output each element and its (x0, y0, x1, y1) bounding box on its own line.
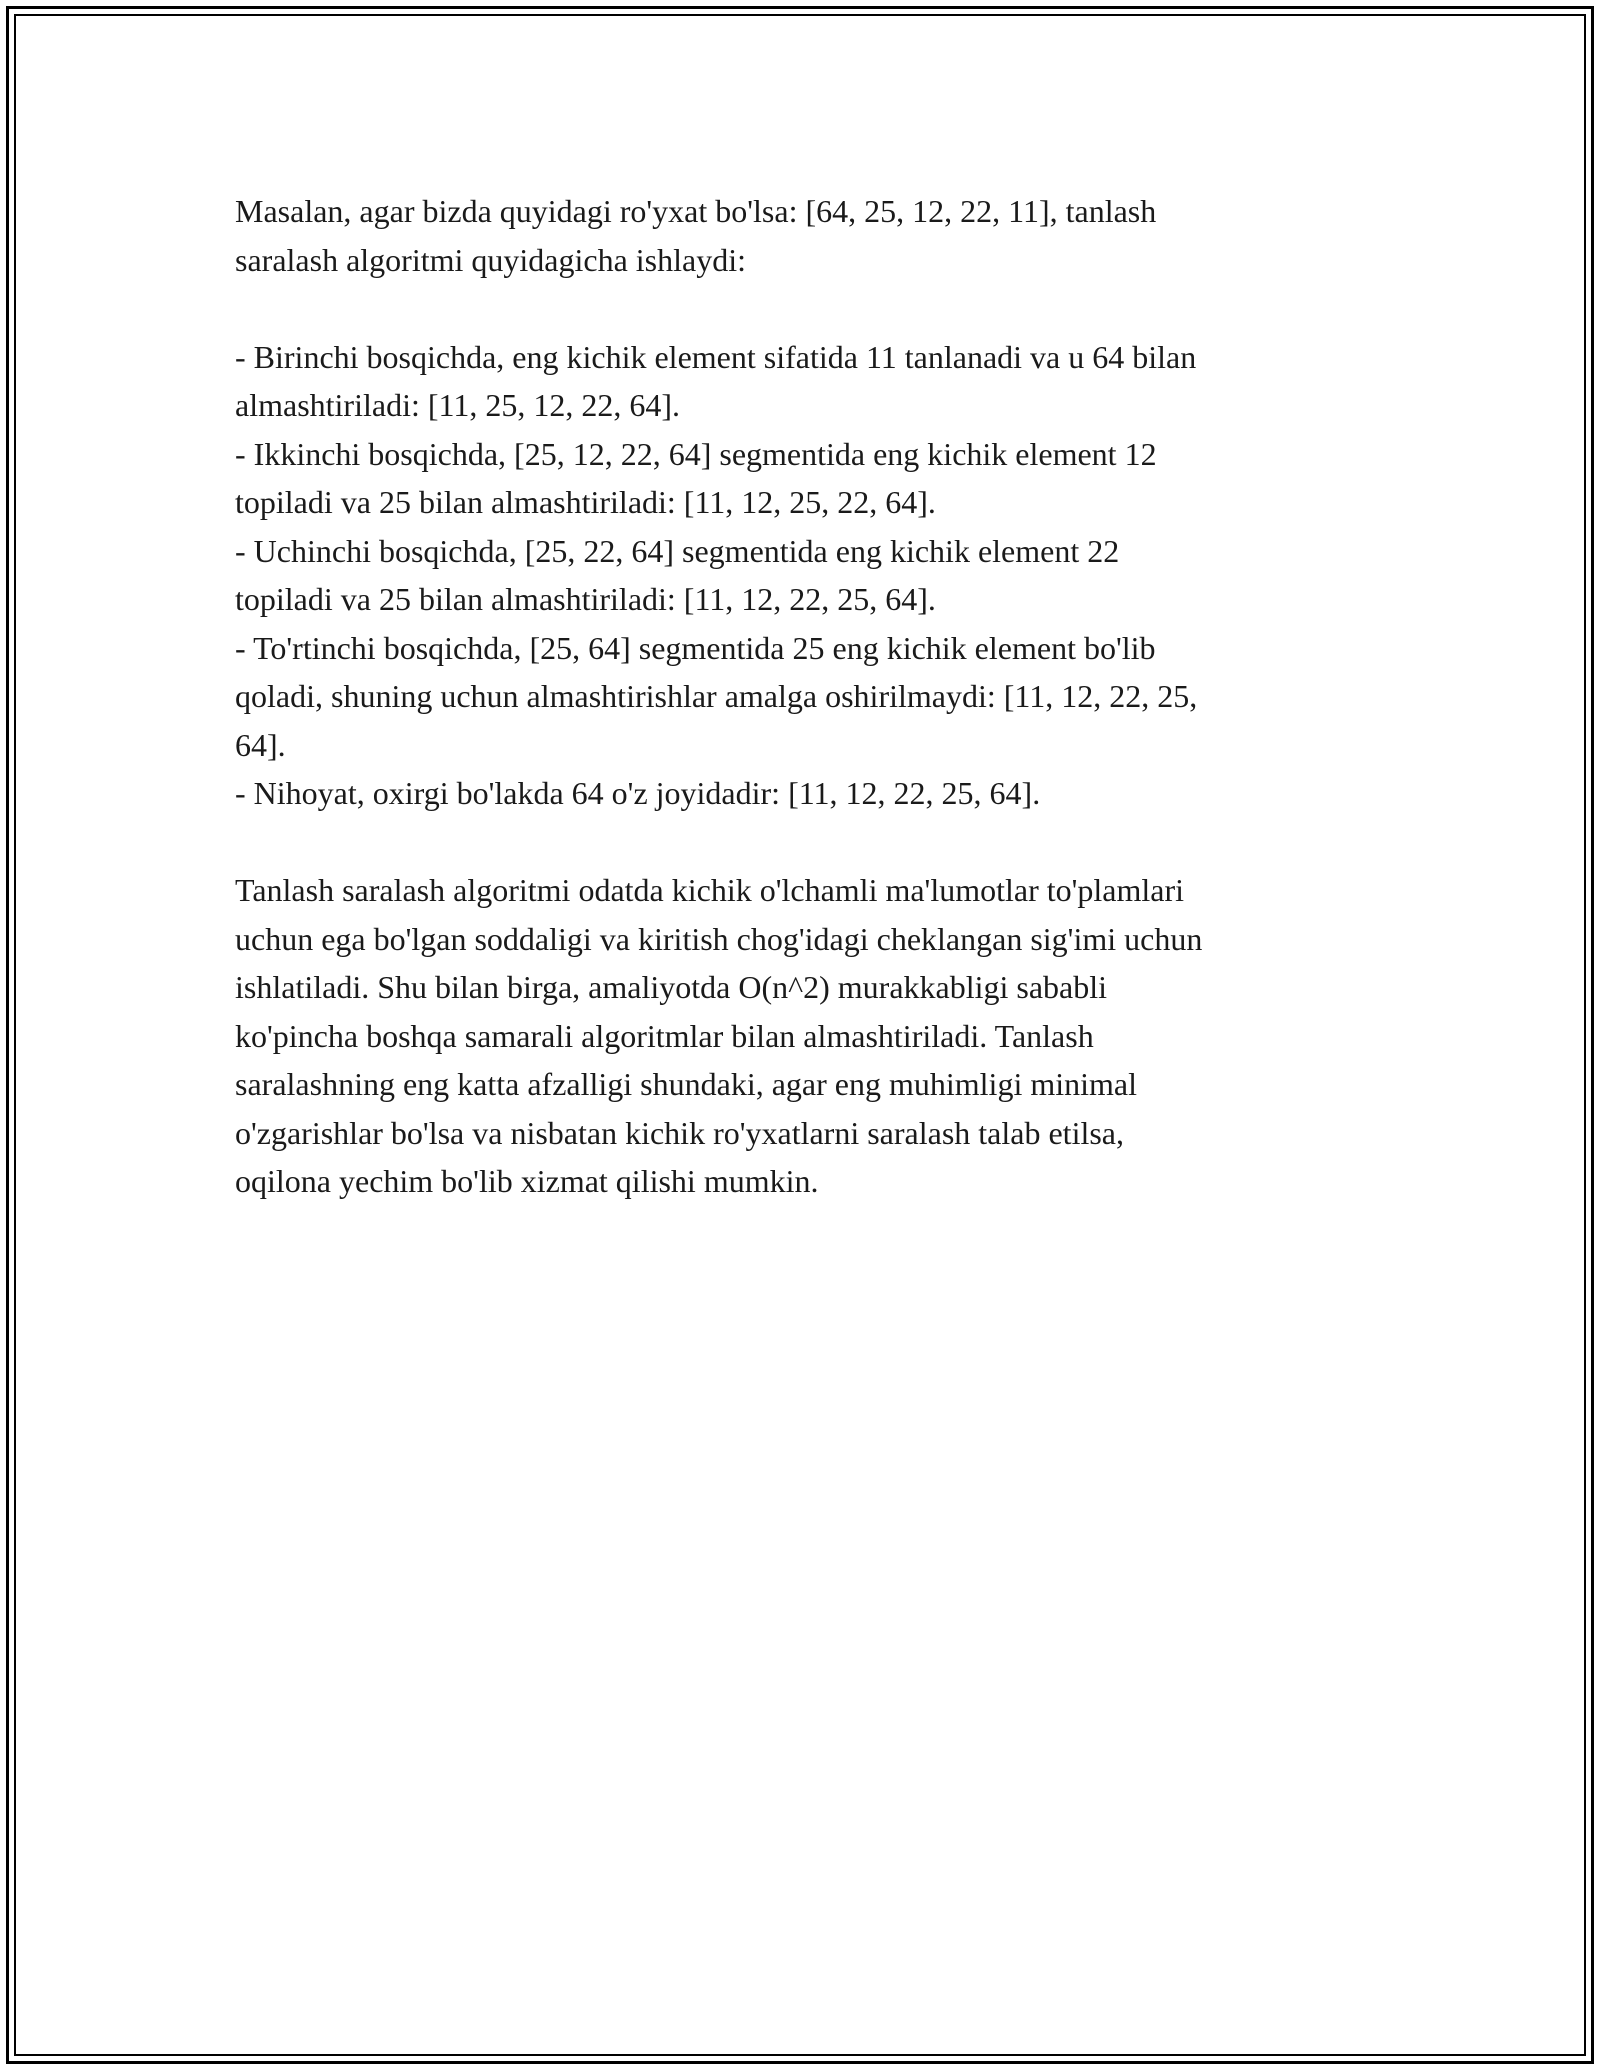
text-line: Tanlash saralash algoritmi odatda kichik o'lchamli ma'lumotlar to'plamlari (235, 872, 1185, 908)
text-line: oqilona yechim bo'lib xizmat qilishi mumkin. (235, 1163, 819, 1199)
text-line: o'zgarishlar bo'lsa va nisbatan kichik ro'yxatlarni saralash talab etilsa, (235, 1114, 1124, 1151)
paragraph-gap (235, 284, 1365, 333)
text-line: - Uchinchi bosqichda, [25, 22, 64] segmentida eng kichik element 22 (235, 532, 1120, 569)
text-line: 64]. (235, 726, 286, 763)
text-line: uchun ega bo'lgan soddaligi va kiritish chog'idagi cheklangan sig'imi uchun (235, 920, 1203, 957)
text-line: qoladi, shuning uchun almashtirishlar amalga oshirilmaydi: [11, 12, 22, 25, (235, 678, 1198, 714)
steps-paragraph (235, 333, 1365, 818)
conclusion-paragraph (235, 866, 1365, 1206)
text-line: - Ikkinchi bosqichda, [25, 12, 22, 64] segmentida eng kichik element 12 (235, 435, 1157, 472)
text-line: topiladi va 25 bilan almashtiriladi: [11, 12, 25, 22, 64]. (235, 484, 936, 520)
text-line: saralashning eng katta afzalligi shundaki, agar eng muhimligi minimal (235, 1066, 1137, 1102)
text-line: saralash algoritmi quyidagicha ishlaydi: (235, 241, 746, 278)
paragraph-gap (235, 818, 1365, 867)
text-line: topiladi va 25 bilan almashtiriladi: [11, 12, 22, 25, 64]. (235, 581, 936, 617)
document-body (235, 187, 1365, 1206)
intro-paragraph (235, 187, 1365, 284)
text-line: - To'rtinchi bosqichda, [25, 64] segmentida 25 eng kichik element bo'lib (235, 629, 1156, 666)
text-line: almashtiriladi: [11, 25, 12, 22, 64]. (235, 387, 680, 423)
text-line: Masalan, agar bizda quyidagi ro'yxat bo'lsa: [64, 25, 12, 22, 11], tanlash (235, 193, 1157, 229)
text-line: - Birinchi bosqichda, eng kichik element sifatida 11 tanlanadi va u 64 bilan (235, 338, 1197, 375)
text-line: ko'pincha boshqa samarali algoritmlar bilan almashtiriladi. Tanlash (235, 1017, 1094, 1054)
text-line: - Nihoyat, oxirgi bo'lakda 64 o'z joyidadir: [11, 12, 22, 25, 64]. (235, 775, 1041, 811)
text-line: ishlatiladi. Shu bilan birga, amaliyotda O(n^2) murakkabligi sababli (235, 969, 1108, 1005)
